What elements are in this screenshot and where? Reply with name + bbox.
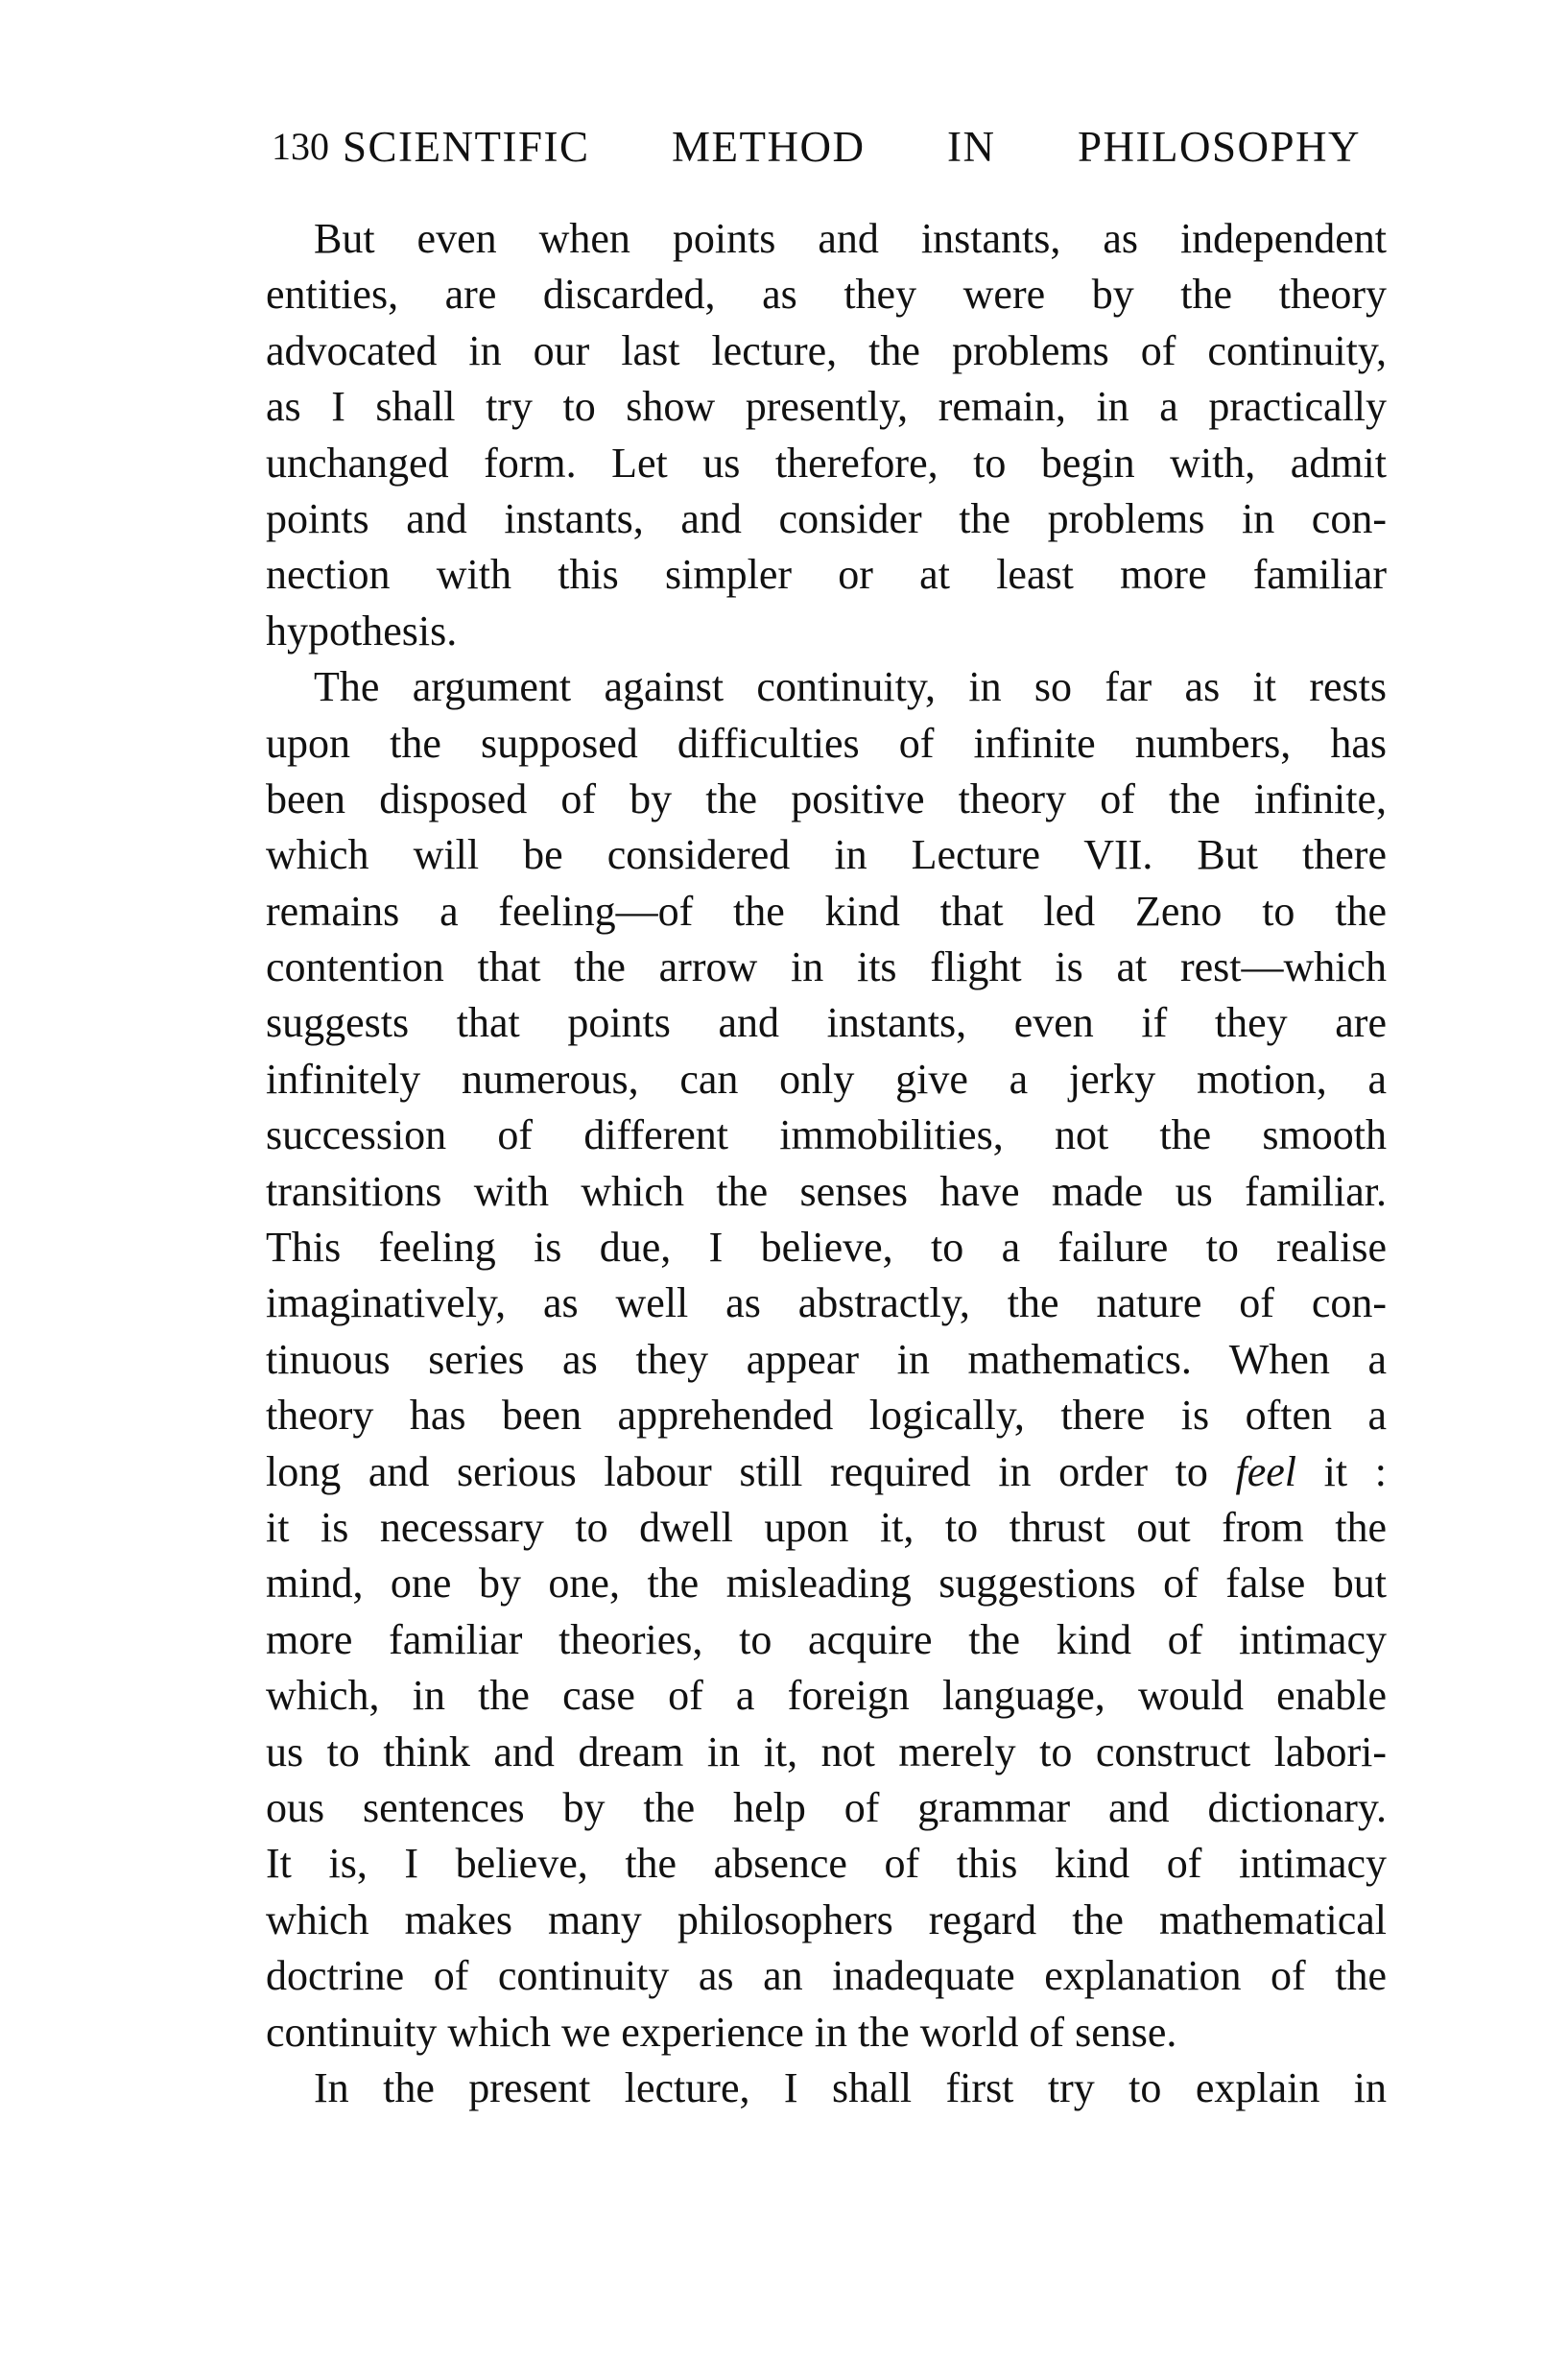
- text-line-content: which, in the case of a foreign language, would enable: [266, 1672, 1387, 1720]
- text-line: [266, 1164, 1387, 1220]
- text-line-content: entities, are discarded, as they were by the theory: [266, 271, 1387, 319]
- text-line: [266, 1948, 1387, 2004]
- text-line-content: been disposed of by the positive theory of the infinite,: [266, 774, 1387, 822]
- text-line: [266, 547, 1387, 603]
- text-line-content: This feeling is due, I believe, to a failure to realise: [266, 1224, 1387, 1272]
- text-line-content: imaginatively, as well as abstractly, the nature of con-: [266, 1279, 1387, 1327]
- text-line-content: which makes many philosophers regard the mathematical: [266, 1895, 1387, 1943]
- text-line-content: advocated in our last lecture, the problems of continuity,: [266, 326, 1387, 374]
- text-line-content: tinuous series as they appear in mathematics. When a: [266, 1335, 1387, 1383]
- text-line: [266, 1725, 1387, 1780]
- text-line-content: hypothesis.: [266, 607, 458, 655]
- italic-word: feel: [1235, 1447, 1297, 1495]
- text-line: [266, 1220, 1387, 1275]
- text-line-content: doctrine of continuity as an inadequate explanation of the: [266, 1952, 1387, 2000]
- text-line-content: which will be considered in Lecture VII. But there: [266, 831, 1387, 879]
- text-line: [266, 1612, 1387, 1668]
- text-line-content: us to think and dream in it, not merely to construct labori-: [266, 1728, 1387, 1775]
- text-line-content: points and instants, and consider the problems in con-: [266, 494, 1387, 542]
- text-line-content: theory has been apprehended logically, there is often a: [266, 1392, 1387, 1440]
- text-line-content: contention that the arrow in its flight is at rest—which: [266, 943, 1387, 991]
- text-line: [266, 772, 1387, 827]
- text-line: [266, 2005, 1387, 2061]
- text-line: [266, 1836, 1387, 1892]
- text-line: [266, 716, 1387, 772]
- text-line: [266, 323, 1387, 379]
- text-line-content: mind, one by one, the misleading suggestions of false but: [266, 1560, 1387, 1608]
- text-line: [266, 940, 1387, 995]
- text-line-content: unchanged form. Let us therefore, to begin with, admit: [266, 439, 1387, 487]
- text-line: [266, 267, 1387, 322]
- text-line: [266, 2061, 1387, 2116]
- text-line-content: remains a feeling—of the kind that led Zeno to the: [266, 887, 1387, 935]
- text-line: [266, 1388, 1387, 1443]
- text-line: [266, 1500, 1387, 1556]
- text-line: [266, 1108, 1387, 1163]
- text-line-content: But even when points and instants, as independent: [314, 215, 1387, 262]
- text-line: [266, 1275, 1387, 1331]
- text-line-content: upon the supposed difficulties of infinite numbers, has: [266, 719, 1387, 767]
- text-line-content: The argument against continuity, in so far as it rests: [314, 663, 1387, 711]
- text-line-content: suggests that points and instants, even if they are: [266, 999, 1387, 1047]
- text-line: [266, 211, 1387, 267]
- page-number: 130: [272, 125, 329, 168]
- text-line: [266, 1052, 1387, 1108]
- text-line-content: ous sentences by the help of grammar and dictionary.: [266, 1783, 1387, 1831]
- text-line: [266, 1556, 1387, 1611]
- text-line: [266, 827, 1387, 883]
- running-header: [272, 123, 1361, 171]
- text-line-content: it is necessary to dwell upon it, to thrust out from the: [266, 1503, 1387, 1551]
- text-line: [266, 1893, 1387, 1948]
- text-line-content: more familiar theories, to acquire the kind of intimacy: [266, 1615, 1387, 1663]
- text-line-continuation: it :: [1296, 1447, 1387, 1495]
- text-line-content: nection with this simpler or at least more familiar: [266, 551, 1387, 599]
- text-line: [266, 659, 1387, 715]
- text-line-content: as I shall try to show presently, remain, in a practically: [266, 383, 1387, 431]
- text-line-content: continuity which we experience in the world of sense.: [266, 2008, 1177, 2056]
- text-line-content: It is, I believe, the absence of this kind of intimacy: [266, 1840, 1387, 1888]
- text-line: [266, 1780, 1387, 1836]
- text-line: [266, 884, 1387, 940]
- text-line: [266, 1668, 1387, 1724]
- text-line-content: succession of different immobilities, not the smooth: [266, 1111, 1387, 1159]
- text-line: [266, 604, 1387, 659]
- text-line-content: In the present lecture, I shall first try to explain in: [314, 2063, 1387, 2111]
- running-title: SCIENTIFIC METHOD IN PHILOSOPHY: [343, 123, 1361, 171]
- text-line: [266, 995, 1387, 1051]
- text-line: [266, 1332, 1387, 1388]
- body-text: [266, 211, 1387, 2116]
- text-line-content: long and serious labour still required in order to: [266, 1447, 1236, 1495]
- text-line: [266, 1444, 1387, 1500]
- text-line: [266, 436, 1387, 491]
- text-line: [266, 491, 1387, 547]
- text-line-content: transitions with which the senses have made us familiar.: [266, 1167, 1387, 1215]
- text-line: [266, 379, 1387, 435]
- text-line-content: infinitely numerous, can only give a jerky motion, a: [266, 1055, 1387, 1103]
